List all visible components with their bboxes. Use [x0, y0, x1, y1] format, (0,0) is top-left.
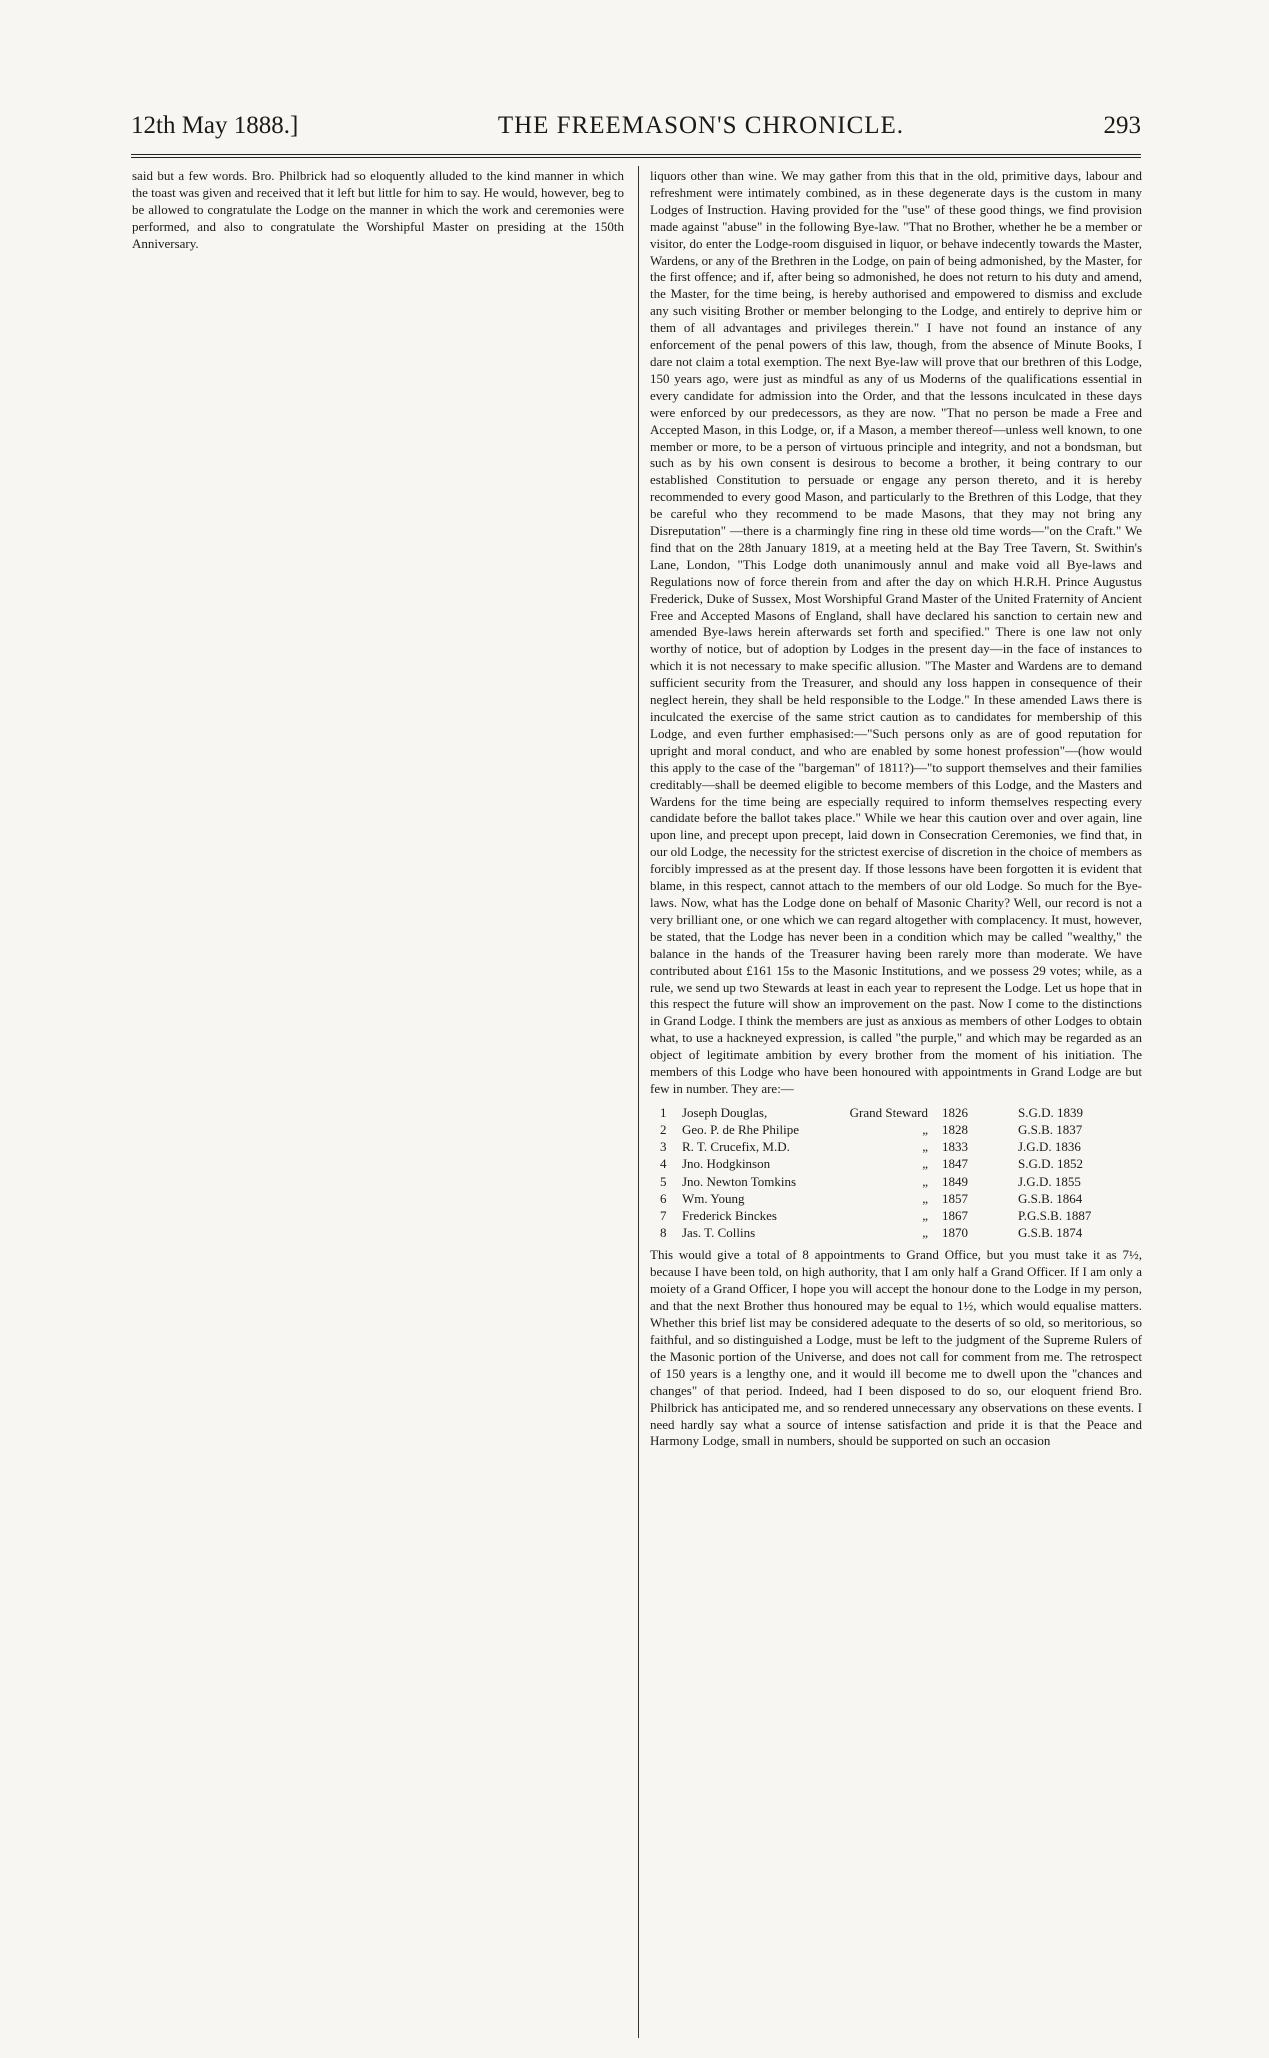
officer-year: 1826: [942, 1104, 968, 1120]
officer-rank: Grand Steward: [849, 1104, 928, 1120]
officer-rank: „: [922, 1190, 928, 1206]
officer-name: Wm. Young: [682, 1190, 745, 1206]
officer-office: S.G.D. 1852: [1018, 1156, 1084, 1172]
paragraph: liquors other than wine. We may gather from this that in the old, primitive days, labour and refreshment were intimately combined, as in these degenerate days is the custom in many Lodges of Instruction. Having provided for the "use" of these good things, we find provision made against "abuse" in the following Bye-law. "That no Brother, whether he be a member or visitor, do enter the Lodge-room disguised in liquor, or behave indecently towards the Master, Wardens, or any of the Brethren in the Lodge, on pain of being admonished, by the Master, for the first offence; and if, after being so admonished, he does not return to his duty and amend, the Master, for the time being, is hereby authorised and empowered to dismiss and exclude any such visiting Brother or member belonging to the Lodge, and entirely to deprive him or them of all advantages and privileges therein." I have not found an instance of any enforcement of the penal powers of this law, though, from the absence of Minute Books, I dare not claim a total exemption. The next Bye-law will prove that our brethren of this Lodge, 150 years ago, were just as mindful as any of us Moderns of the qualifications essential in every candidate for admission into the Order, and that the lessons inculcated in these days were enforced by our predecessors, as they are now. "That no person be made a Free and Accepted Mason, in this Lodge, or, if a Mason, a member thereof—unless well known, to one member or more, to be a person of virtuous principle and integrity, and not a bondsman, but such as by his own consent is desirous to become a brother, it being contrary to our established Constitution to persuade or engage any person thereto, and it is hereby recommended to every good Mason, and particularly to the Brethren of this Lodge, that they be careful who they recommend to be made Masons, that they may not bring any Disreputation" —there is a charmingly fine ring in these old time words—"on the Craft." We find that on the 28th January 1819, at a meeting held at the Bay Tree Tavern, St. Swithin's Lane, London, "This Lodge doth unanimously annul and make void all Bye-laws and Regulations now of force therein from and after the day on which H.R.H. Prince Augustus Frederick, Duke of Sussex, Most Worshipful Grand Master of the United Fraternity of Ancient Free and Accepted Masons of England, shall have declared his sanction to certain new and amended Bye-laws herein afterwards set forth and specified." There is one law not only worthy of notice, but of adoption by Lodges in the present day—in the face of instances to which it is not necessary to make specific allusion. "The Master and Wardens are to demand sufficient security from the Treasurer, and should any loss happen in consequence of their neglect herein, they shall be held responsible to the Lodge." In these amended Laws there is inculcated the exercise of the same strict caution as to candidates for membership of this Lodge, and even further emphasised:—"Such persons only as are of good reputation for upright and moral conduct, and who are enabled by some honest profession"—(how would this apply to the case of the "bargeman" of 1811?)—"to support themselves and their families creditably—shall be deemed eligible to become members of this Lodge, and the Masters and Wardens for the time being are especially required to inform themselves respecting every candidate before the ballot takes place." While we hear this caution over and over again, line upon line, and precept upon precept, laid down in Consecration Ceremonies, we find that, in our old Lodge, the necessity for the strictest exercise of discretion in the choice of members as forcibly impressed as at the present day. If those lessons have been forgotten it is evident that blame, in this respect, cannot attach to the members of our old Lodge. So much for the Bye-laws. Now, what has the Lodge done on behalf of Masonic Charity? Well, our record is not a very brilliant one, or one which we can regard altogether with complacency. It must, however, be stated, that the Lodge has never been in a condition which may be called "wealthy," the balance in the hands of the Treasurer having been rarely more than moderate. We have contributed about £161 15s to the Masonic Institutions, and we possess 29 votes; while, as a rule, we send up two Stewards at least in each year to represent the Lodge. Let us hope that in this respect the future will show an improvement on the past. Now I come to the distinctions in Grand Lodge. I think the members are just as anxious as members of other Lodges to obtain what, to use a hackneyed expression, is called "the purple," and which may be regarded as an object of legitimate ambition by every brother from the moment of his initiation. The members of this Lodge who have been honoured with appointments in Grand Lodge are but few in number. They are:—: [650, 168, 1142, 1096]
officer-name: Jno. Hodgkinson: [682, 1156, 771, 1172]
officer-num: 8: [660, 1225, 667, 1241]
officer-name: R. T. Crucefix, M.D.: [682, 1139, 790, 1155]
page-number: 293: [1103, 112, 1141, 139]
officer-rank: „: [922, 1173, 928, 1189]
officer-year: 1847: [942, 1156, 968, 1172]
officer-office: S.G.D. 1839: [1018, 1104, 1084, 1120]
officer-office: G.S.B. 1864: [1018, 1190, 1083, 1206]
officer-office: G.S.B. 1874: [1018, 1225, 1083, 1241]
officer-row: [660, 1138, 1097, 1155]
officer-num: 7: [660, 1208, 667, 1224]
officer-num: 4: [660, 1156, 667, 1172]
officer-rank: „: [922, 1225, 928, 1241]
paragraph: This would give a total of 8 appointments to Grand Office, but you must take it as 7½, because I have been told, on high authority, that I am only half a Grand Officer. If I am only a moiety of a Grand Officer, I hope you will accept the honour done to the Lodge in my person, and that the next Brother thus honoured may be equal to 1½, which would equalise matters. Whether this brief list may be considered adequate to the deserts of so old, so meritorious, so faithful, and so distinguished a Lodge, must be left to the judgment of the Supreme Rulers of the Masonic portion of the Universe, and does not call for comment from me. The retrospect of 150 years is a lengthy one, and it would ill become me to dwell upon the "chances and changes" of that period. Indeed, had I been disposed to do so, our eloquent friend Bro. Philbrick has anticipated me, and so rendered unnecessary any observations on these events. I need hardly say what a source of intense satisfaction and pride it is that the Peace and Harmony Lodge, small in numbers, should be supported on such an occasion: [650, 1247, 1142, 1449]
header-rule-double: [131, 157, 1141, 158]
right-column: [650, 168, 1142, 2038]
officer-row: [660, 1190, 1097, 1207]
officer-year: 1867: [942, 1208, 968, 1224]
officer-name: Frederick Binckes: [682, 1208, 777, 1224]
officer-row: [660, 1104, 1097, 1121]
officer-row: [660, 1121, 1097, 1138]
officer-year: 1833: [942, 1139, 968, 1155]
officer-row: [660, 1224, 1097, 1241]
officer-num: 6: [660, 1190, 667, 1206]
masthead-title: THE FREEMASON'S CHRONICLE.: [497, 112, 905, 139]
officer-office: G.S.B. 1837: [1018, 1122, 1083, 1138]
officer-row: [660, 1207, 1097, 1224]
officer-name: Jno. Newton Tomkins: [682, 1173, 797, 1189]
officer-rank: „: [922, 1122, 928, 1138]
page-header: [131, 112, 1141, 152]
officer-year: 1870: [942, 1225, 968, 1241]
officer-year: 1828: [942, 1122, 968, 1138]
officer-year: 1857: [942, 1190, 968, 1206]
issue-date: 12th May 1888.]: [131, 112, 299, 139]
officer-row: [660, 1173, 1097, 1190]
header-rule: [131, 154, 1141, 155]
officer-num: 2: [660, 1122, 667, 1138]
officer-name: Joseph Douglas,: [682, 1104, 768, 1120]
officer-name: Geo. P. de Rhe Philipe: [682, 1122, 799, 1138]
officer-year: 1849: [942, 1173, 968, 1189]
officer-num: 1: [660, 1104, 667, 1120]
officer-rank: „: [922, 1208, 928, 1224]
officer-office: P.G.S.B. 1887: [1018, 1208, 1092, 1224]
column-divider: [638, 166, 639, 2038]
officer-rank: „: [922, 1156, 928, 1172]
officer-office: J.G.D. 1855: [1018, 1173, 1081, 1189]
officer-office: J.G.D. 1836: [1018, 1139, 1081, 1155]
paragraph: said but a few words. Bro. Philbrick had so eloquently alluded to the kind manner in which the toast was given and received that it left but little for him to say. He would, however, beg to be allowed to congratulate the Lodge on the manner in which the work and ceremonies were performed, and also to congratulate the Worshipful Master on presiding at the 150th Anniversary.: [132, 168, 624, 251]
officer-row: [660, 1155, 1097, 1172]
left-column: [132, 168, 624, 2038]
officer-rank: „: [922, 1139, 928, 1155]
officer-num: 5: [660, 1173, 667, 1189]
officer-name: Jas. T. Collins: [682, 1225, 756, 1241]
officer-num: 3: [660, 1139, 667, 1155]
grand-officers-table: [660, 1104, 1097, 1242]
